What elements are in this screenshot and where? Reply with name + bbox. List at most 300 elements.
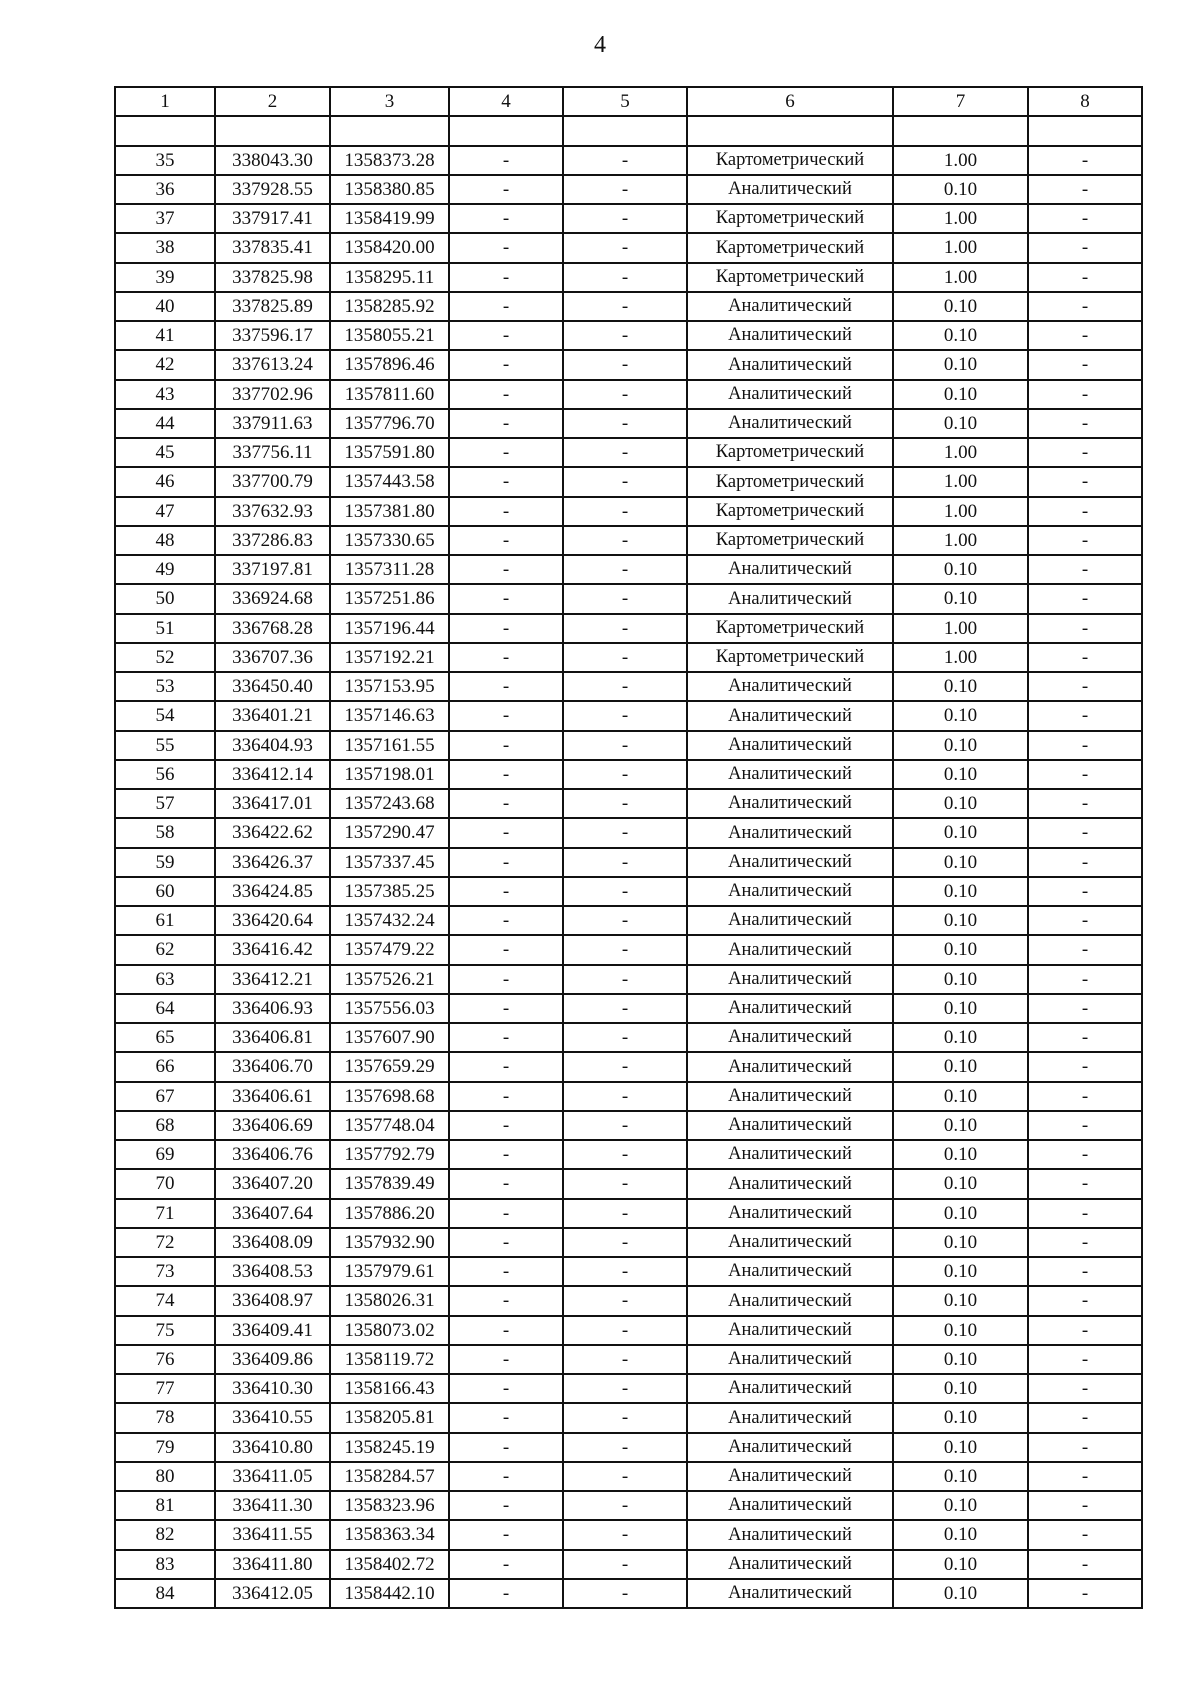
table-cell-col-3: 1358055.21	[330, 321, 449, 350]
table-cell-col-8: -	[1028, 409, 1142, 438]
table-row	[115, 467, 1142, 496]
table-cell-col-1: 51	[115, 614, 215, 643]
table-cell-col-2: 336411.55	[215, 1520, 330, 1549]
table-cell-col-6: Аналитический	[687, 321, 893, 350]
table-cell-col-5: -	[563, 204, 687, 233]
table-row	[115, 438, 1142, 467]
table-cell-col-3: 1357659.29	[330, 1052, 449, 1081]
column-header-8: 8	[1028, 87, 1142, 116]
table-cell-col-4: -	[449, 701, 563, 730]
table-cell-col-2: 337596.17	[215, 321, 330, 350]
table-cell-col-7: 0.10	[893, 1023, 1028, 1052]
table-cell-col-5: -	[563, 1082, 687, 1111]
table-cell-col-2: 337825.98	[215, 263, 330, 292]
table-cell-col-2: 336404.93	[215, 731, 330, 760]
table-cell-col-1: 48	[115, 526, 215, 555]
table-cell-col-6: Аналитический	[687, 1052, 893, 1081]
table-cell-col-3: 1357811.60	[330, 380, 449, 409]
table-cell-col-1: 52	[115, 643, 215, 672]
table-cell-col-3: 1357146.63	[330, 701, 449, 730]
table-cell-col-6: Картометрический	[687, 263, 893, 292]
table-cell-col-5: -	[563, 1169, 687, 1198]
table-cell-col-8: -	[1028, 233, 1142, 262]
table-cell-col-7: 0.10	[893, 1520, 1028, 1549]
table-cell-col-4: -	[449, 1199, 563, 1228]
table-cell-col-5: -	[563, 1462, 687, 1491]
table-cell-col-8: -	[1028, 877, 1142, 906]
table-cell-col-5: -	[563, 497, 687, 526]
table-cell-col-7: 0.10	[893, 906, 1028, 935]
table-cell-col-2: 336707.36	[215, 643, 330, 672]
table-cell-col-6: Картометрический	[687, 146, 893, 175]
table-cell-col-3: 1357607.90	[330, 1023, 449, 1052]
table-cell-col-6: Аналитический	[687, 1111, 893, 1140]
table-cell-col-7: 0.10	[893, 1082, 1028, 1111]
table-cell-col-8: -	[1028, 263, 1142, 292]
table-cell-col-2: 338043.30	[215, 146, 330, 175]
table-cell-col-3: 1357161.55	[330, 731, 449, 760]
table-cell-col-3: 1358373.28	[330, 146, 449, 175]
table-cell-col-2: 336406.81	[215, 1023, 330, 1052]
table-cell-col-7: 0.10	[893, 731, 1028, 760]
table-cell-col-4: -	[449, 1052, 563, 1081]
table-cell-col-8: -	[1028, 1520, 1142, 1549]
table-cell-col-8: -	[1028, 1169, 1142, 1198]
table-row	[115, 1579, 1142, 1608]
table-cell-col-5: -	[563, 1579, 687, 1608]
table-cell-col-3: 1358420.00	[330, 233, 449, 262]
table-row	[115, 994, 1142, 1023]
table-cell-col-4: -	[449, 409, 563, 438]
table-cell-col-4: -	[449, 643, 563, 672]
table-cell-col-3: 1357290.47	[330, 818, 449, 847]
table-cell-col-8: -	[1028, 555, 1142, 584]
table-row	[115, 1403, 1142, 1432]
table-cell-col-3	[330, 116, 449, 145]
table-row	[115, 409, 1142, 438]
table-cell-col-7: 1.00	[893, 526, 1028, 555]
table-cell-col-2: 337613.24	[215, 350, 330, 379]
table-cell-col-6: Аналитический	[687, 1140, 893, 1169]
table-cell-col-7: 0.10	[893, 1579, 1028, 1608]
table-cell-col-2: 336411.05	[215, 1462, 330, 1491]
table-cell-col-6: Аналитический	[687, 731, 893, 760]
table-cell-col-4: -	[449, 614, 563, 643]
table-cell-col-8: -	[1028, 1550, 1142, 1579]
table-cell-col-2: 336406.69	[215, 1111, 330, 1140]
table-cell-col-5: -	[563, 1286, 687, 1315]
table-cell-col-6: Аналитический	[687, 292, 893, 321]
table-cell-col-5: -	[563, 701, 687, 730]
table-row	[115, 116, 1142, 145]
table-cell-col-1: 82	[115, 1520, 215, 1549]
table-row	[115, 1520, 1142, 1549]
table-cell-col-8: -	[1028, 1374, 1142, 1403]
table-cell-col-2: 337835.41	[215, 233, 330, 262]
table-row	[115, 643, 1142, 672]
table-cell-col-3: 1358205.81	[330, 1403, 449, 1432]
table-cell-col-1	[115, 116, 215, 145]
table-row	[115, 731, 1142, 760]
table-cell-col-2: 336422.62	[215, 818, 330, 847]
table-cell-col-7	[893, 116, 1028, 145]
table-row	[115, 1199, 1142, 1228]
table-cell-col-3: 1357385.25	[330, 877, 449, 906]
table-cell-col-2: 336407.20	[215, 1169, 330, 1198]
table-cell-col-1: 45	[115, 438, 215, 467]
table-cell-col-3: 1357381.80	[330, 497, 449, 526]
table-cell-col-7: 1.00	[893, 497, 1028, 526]
table-cell-col-5: -	[563, 1491, 687, 1520]
table-row	[115, 906, 1142, 935]
table-cell-col-6: Аналитический	[687, 1199, 893, 1228]
table-row	[115, 1169, 1142, 1198]
table-row	[115, 935, 1142, 964]
table-cell-col-3: 1357526.21	[330, 965, 449, 994]
table-cell-col-2: 336409.86	[215, 1345, 330, 1374]
table-row	[115, 760, 1142, 789]
table-cell-col-7: 1.00	[893, 438, 1028, 467]
table-row	[115, 1550, 1142, 1579]
table-row	[115, 146, 1142, 175]
table-cell-col-5: -	[563, 760, 687, 789]
table-cell-col-5: -	[563, 1520, 687, 1549]
table-cell-col-8: -	[1028, 1433, 1142, 1462]
table-row	[115, 1345, 1142, 1374]
table-cell-col-1: 40	[115, 292, 215, 321]
table-cell-col-3: 1358323.96	[330, 1491, 449, 1520]
table-cell-col-3: 1357153.95	[330, 672, 449, 701]
table-cell-col-6: Аналитический	[687, 877, 893, 906]
table-cell-col-4: -	[449, 467, 563, 496]
table-cell-col-4: -	[449, 584, 563, 613]
table-cell-col-1: 37	[115, 204, 215, 233]
table-cell-col-4: -	[449, 321, 563, 350]
table-row	[115, 1374, 1142, 1403]
table-row	[115, 233, 1142, 262]
table-cell-col-3: 1357792.79	[330, 1140, 449, 1169]
table-cell-col-1: 72	[115, 1228, 215, 1257]
table-row	[115, 877, 1142, 906]
table-cell-col-1: 78	[115, 1403, 215, 1432]
table-cell-col-8: -	[1028, 1403, 1142, 1432]
table-cell-col-6: Аналитический	[687, 584, 893, 613]
table-cell-col-6: Аналитический	[687, 1082, 893, 1111]
table-cell-col-2: 336408.53	[215, 1257, 330, 1286]
table-cell-col-1: 84	[115, 1579, 215, 1608]
table-cell-col-1: 60	[115, 877, 215, 906]
table-cell-col-8: -	[1028, 1316, 1142, 1345]
table-cell-col-3: 1358295.11	[330, 263, 449, 292]
table-cell-col-5	[563, 116, 687, 145]
table-row	[115, 292, 1142, 321]
table-cell-col-6: Аналитический	[687, 760, 893, 789]
table-cell-col-1: 74	[115, 1286, 215, 1315]
table-cell-col-7: 0.10	[893, 380, 1028, 409]
table-cell-col-1: 77	[115, 1374, 215, 1403]
table-cell-col-1: 44	[115, 409, 215, 438]
table-cell-col-5: -	[563, 1316, 687, 1345]
table-cell-col-8: -	[1028, 906, 1142, 935]
table-cell-col-4: -	[449, 848, 563, 877]
table-row	[115, 497, 1142, 526]
table-cell-col-1: 47	[115, 497, 215, 526]
table-cell-col-2: 336768.28	[215, 614, 330, 643]
table-cell-col-6: Аналитический	[687, 672, 893, 701]
table-cell-col-3: 1358442.10	[330, 1579, 449, 1608]
table-cell-col-7: 0.10	[893, 672, 1028, 701]
table-cell-col-7: 0.10	[893, 877, 1028, 906]
table-cell-col-1: 56	[115, 760, 215, 789]
table-cell-col-8: -	[1028, 350, 1142, 379]
table-cell-col-1: 54	[115, 701, 215, 730]
table-cell-col-2: 336406.93	[215, 994, 330, 1023]
table-cell-col-1: 46	[115, 467, 215, 496]
table-cell-col-6: Аналитический	[687, 1491, 893, 1520]
table-cell-col-2: 336401.21	[215, 701, 330, 730]
table-row	[115, 263, 1142, 292]
table-cell-col-1: 42	[115, 350, 215, 379]
table-cell-col-2: 337928.55	[215, 175, 330, 204]
table-cell-col-6: Аналитический	[687, 906, 893, 935]
table-cell-col-8: -	[1028, 1199, 1142, 1228]
table-row	[115, 848, 1142, 877]
table-cell-col-5: -	[563, 1257, 687, 1286]
table-cell-col-5: -	[563, 1052, 687, 1081]
table-cell-col-2: 336406.61	[215, 1082, 330, 1111]
column-header-4: 4	[449, 87, 563, 116]
table-cell-col-6: Аналитический	[687, 1023, 893, 1052]
table-cell-col-4: -	[449, 1579, 563, 1608]
table-cell-col-2: 337756.11	[215, 438, 330, 467]
table-row	[115, 672, 1142, 701]
table-cell-col-2: 337911.63	[215, 409, 330, 438]
table-cell-col-4: -	[449, 1403, 563, 1432]
table-cell-col-4: -	[449, 1169, 563, 1198]
table-cell-col-4: -	[449, 497, 563, 526]
table-cell-col-3: 1358363.34	[330, 1520, 449, 1549]
table-cell-col-7: 0.10	[893, 321, 1028, 350]
table-cell-col-4: -	[449, 818, 563, 847]
table-cell-col-8: -	[1028, 497, 1142, 526]
table-cell-col-6: Аналитический	[687, 1374, 893, 1403]
table-row	[115, 1491, 1142, 1520]
table-cell-col-1: 63	[115, 965, 215, 994]
table-cell-col-4: -	[449, 380, 563, 409]
table-cell-col-6: Аналитический	[687, 1520, 893, 1549]
table-cell-col-7: 0.10	[893, 409, 1028, 438]
table-cell-col-6	[687, 116, 893, 145]
table-cell-col-6: Аналитический	[687, 1316, 893, 1345]
table-row	[115, 1286, 1142, 1315]
table-cell-col-6: Аналитический	[687, 789, 893, 818]
table-cell-col-5: -	[563, 1199, 687, 1228]
table-cell-col-3: 1357748.04	[330, 1111, 449, 1140]
table-cell-col-1: 66	[115, 1052, 215, 1081]
table-cell-col-1: 79	[115, 1433, 215, 1462]
table-cell-col-6: Аналитический	[687, 1345, 893, 1374]
table-cell-col-3: 1357839.49	[330, 1169, 449, 1198]
table-cell-col-3: 1358419.99	[330, 204, 449, 233]
table-cell-col-8: -	[1028, 380, 1142, 409]
table-cell-col-6: Аналитический	[687, 1433, 893, 1462]
table-cell-col-4: -	[449, 906, 563, 935]
table-cell-col-8: -	[1028, 1140, 1142, 1169]
table-cell-col-8: -	[1028, 760, 1142, 789]
table-cell-col-2: 336426.37	[215, 848, 330, 877]
table-cell-col-8: -	[1028, 1111, 1142, 1140]
table-cell-col-1: 65	[115, 1023, 215, 1052]
table-cell-col-3: 1358245.19	[330, 1433, 449, 1462]
table-cell-col-4: -	[449, 731, 563, 760]
table-cell-col-7: 0.10	[893, 1257, 1028, 1286]
table-cell-col-8: -	[1028, 1228, 1142, 1257]
table-cell-col-4: -	[449, 965, 563, 994]
table-cell-col-2: 336406.76	[215, 1140, 330, 1169]
table-cell-col-3: 1358026.31	[330, 1286, 449, 1315]
table-cell-col-7: 0.10	[893, 818, 1028, 847]
table-cell-col-8: -	[1028, 526, 1142, 555]
column-header-6: 6	[687, 87, 893, 116]
table-cell-col-1: 49	[115, 555, 215, 584]
table-cell-col-1: 43	[115, 380, 215, 409]
table-cell-col-6: Картометрический	[687, 643, 893, 672]
table-cell-col-8: -	[1028, 935, 1142, 964]
table-cell-col-6: Аналитический	[687, 380, 893, 409]
table-cell-col-5: -	[563, 789, 687, 818]
table-cell-col-4: -	[449, 1111, 563, 1140]
table-cell-col-7: 0.10	[893, 1345, 1028, 1374]
table-cell-col-8: -	[1028, 292, 1142, 321]
table-cell-col-2: 336410.80	[215, 1433, 330, 1462]
table-cell-col-5: -	[563, 935, 687, 964]
table-cell-col-2: 336409.41	[215, 1316, 330, 1345]
table-cell-col-1: 81	[115, 1491, 215, 1520]
table-cell-col-4: -	[449, 555, 563, 584]
table-cell-col-7: 0.10	[893, 1403, 1028, 1432]
table-cell-col-2: 337917.41	[215, 204, 330, 233]
table-cell-col-7: 1.00	[893, 467, 1028, 496]
table-row	[115, 584, 1142, 613]
table-cell-col-1: 62	[115, 935, 215, 964]
table-cell-col-4: -	[449, 175, 563, 204]
column-header-2: 2	[215, 87, 330, 116]
table-cell-col-3: 1358285.92	[330, 292, 449, 321]
table-row	[115, 380, 1142, 409]
table-cell-col-6: Аналитический	[687, 1286, 893, 1315]
table-cell-col-8: -	[1028, 146, 1142, 175]
table-cell-col-5: -	[563, 877, 687, 906]
table-cell-col-8: -	[1028, 1023, 1142, 1052]
table-cell-col-6: Аналитический	[687, 1257, 893, 1286]
table-cell-col-7: 0.10	[893, 1316, 1028, 1345]
table-cell-col-6: Аналитический	[687, 1169, 893, 1198]
table-row	[115, 1462, 1142, 1491]
table-cell-col-2: 336450.40	[215, 672, 330, 701]
table-cell-col-6: Аналитический	[687, 1403, 893, 1432]
table-cell-col-7: 0.10	[893, 701, 1028, 730]
table-cell-col-3: 1357886.20	[330, 1199, 449, 1228]
table-cell-col-3: 1358073.02	[330, 1316, 449, 1345]
table-cell-col-7: 0.10	[893, 789, 1028, 818]
table-cell-col-7: 0.10	[893, 1111, 1028, 1140]
table-cell-col-4: -	[449, 877, 563, 906]
table-cell-col-7: 0.10	[893, 1286, 1028, 1315]
table-row	[115, 321, 1142, 350]
table-cell-col-2: 336408.97	[215, 1286, 330, 1315]
table-cell-col-1: 73	[115, 1257, 215, 1286]
table-cell-col-5: -	[563, 584, 687, 613]
table-cell-col-8: -	[1028, 848, 1142, 877]
table-cell-col-5: -	[563, 643, 687, 672]
table-cell-col-4: -	[449, 1257, 563, 1286]
table-cell-col-6: Аналитический	[687, 1550, 893, 1579]
table-row	[115, 1316, 1142, 1345]
table-row	[115, 526, 1142, 555]
table-cell-col-4: -	[449, 994, 563, 1023]
table-cell-col-5: -	[563, 526, 687, 555]
table-cell-col-7: 0.10	[893, 1462, 1028, 1491]
table-cell-col-7: 1.00	[893, 146, 1028, 175]
table-cell-col-7: 0.10	[893, 1228, 1028, 1257]
table-cell-col-5: -	[563, 1374, 687, 1403]
table-cell-col-7: 0.10	[893, 1374, 1028, 1403]
table-cell-col-4: -	[449, 292, 563, 321]
table-cell-col-6: Аналитический	[687, 175, 893, 204]
table-cell-col-4: -	[449, 760, 563, 789]
table-row	[115, 701, 1142, 730]
table-cell-col-6: Аналитический	[687, 1228, 893, 1257]
table-body	[115, 116, 1142, 1608]
table-cell-col-3: 1357243.68	[330, 789, 449, 818]
table-cell-col-4: -	[449, 1023, 563, 1052]
table-cell-col-3: 1357796.70	[330, 409, 449, 438]
table-cell-col-6: Аналитический	[687, 1579, 893, 1608]
table-cell-col-7: 1.00	[893, 204, 1028, 233]
table-cell-col-1: 67	[115, 1082, 215, 1111]
table-cell-col-5: -	[563, 321, 687, 350]
table-cell-col-7: 0.10	[893, 1199, 1028, 1228]
table-cell-col-4: -	[449, 1374, 563, 1403]
table-cell-col-1: 53	[115, 672, 215, 701]
table-cell-col-8: -	[1028, 731, 1142, 760]
table-cell-col-7: 0.10	[893, 1550, 1028, 1579]
table-cell-col-5: -	[563, 965, 687, 994]
table-row	[115, 1228, 1142, 1257]
table-cell-col-7: 1.00	[893, 614, 1028, 643]
table-row	[115, 1082, 1142, 1111]
table-cell-col-3: 1357591.80	[330, 438, 449, 467]
table-cell-col-8: -	[1028, 1286, 1142, 1315]
table-cell-col-5: -	[563, 1140, 687, 1169]
table-cell-col-6: Картометрический	[687, 233, 893, 262]
table-cell-col-5: -	[563, 350, 687, 379]
column-header-1: 1	[115, 87, 215, 116]
table-cell-col-7: 1.00	[893, 263, 1028, 292]
table-cell-col-6: Аналитический	[687, 555, 893, 584]
table-cell-col-8: -	[1028, 701, 1142, 730]
table-cell-col-8: -	[1028, 643, 1142, 672]
table-cell-col-1: 38	[115, 233, 215, 262]
table-cell-col-5: -	[563, 380, 687, 409]
table-cell-col-2: 336416.42	[215, 935, 330, 964]
table-cell-col-8	[1028, 116, 1142, 145]
table-cell-col-2: 337825.89	[215, 292, 330, 321]
table-cell-col-1: 57	[115, 789, 215, 818]
table-cell-col-7: 0.10	[893, 584, 1028, 613]
table-cell-col-1: 70	[115, 1169, 215, 1198]
table-cell-col-2: 336924.68	[215, 584, 330, 613]
